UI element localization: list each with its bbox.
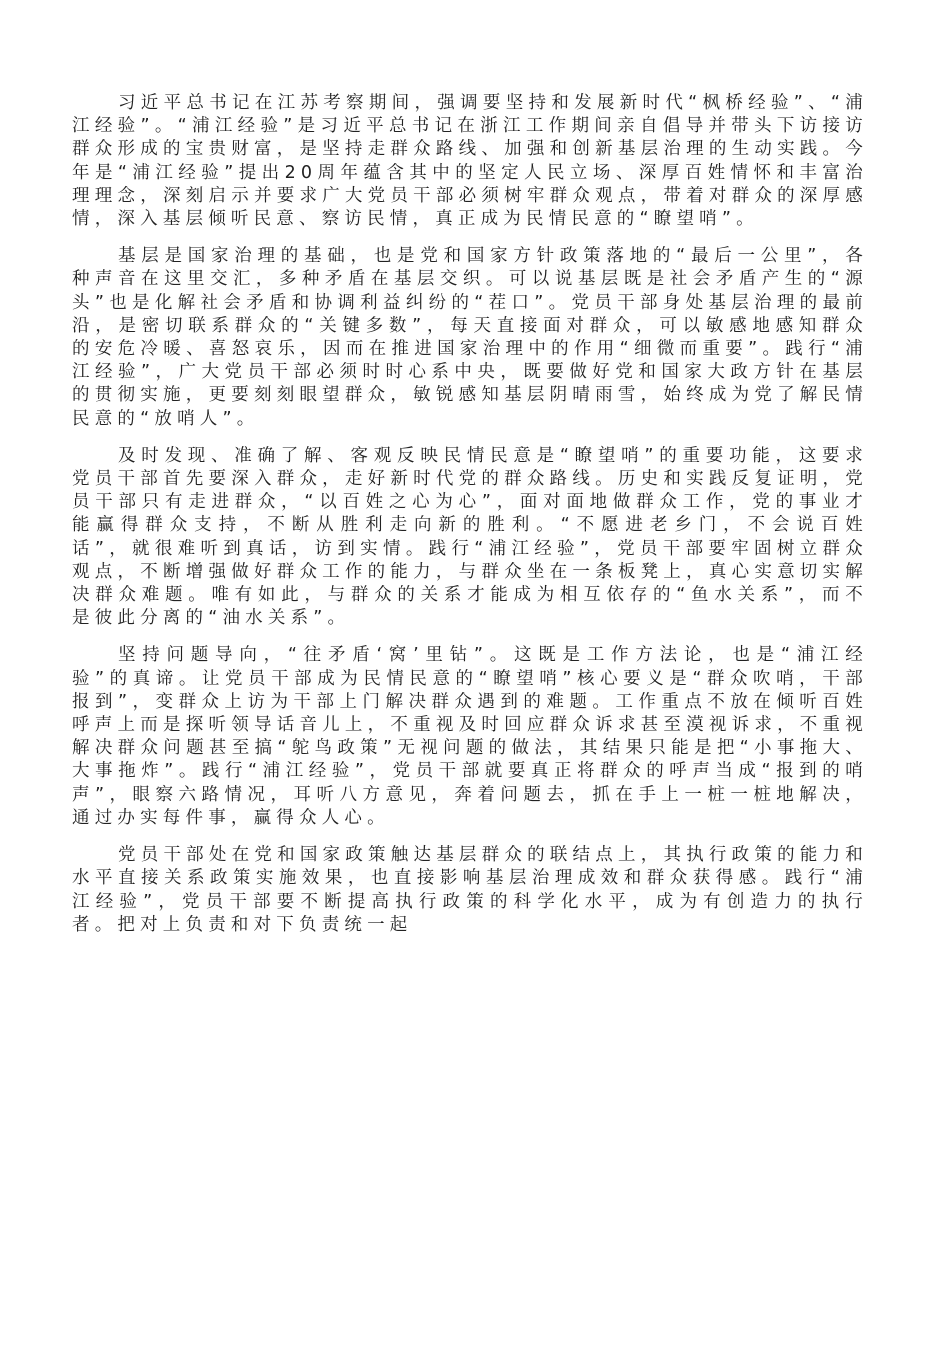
- paragraph: 坚持问题导向，“往矛盾‘窝’里钻”。这既是工作方法论，也是“浦江经验”的真谛。让党员干部成为民情民意的“瞭望哨”核心要义是“群众吹哨，干部报到”，变群众上访为干部上门解决群众遇到的难题。工作重点不放在倾听百姓呼声上而是探听领导话音儿上，不重视及时回应群众诉求甚至漠视诉求，不重视解决群众问题甚至搞“鸵鸟政策”无视问题的做法，其结果只能是把“小事拖大、大事拖炸”。践行“浦江经验”，党员干部就要真正将群众的呼声当成“报到的哨声”，眼察六路情况，耳听八方意见，奔着问题去，抓在手上一桩一桩地解决，通过办实每件事，赢得众人心。: [72, 645, 868, 828]
- paragraph: 党员干部处在党和国家政策触达基层群众的联结点上，其执行政策的能力和水平直接关系政策实施效果，也直接影响基层治理成效和群众获得感。践行“浦江经验”，党员干部要不断提高执行政策的科学化水平，成为有创造力的执行者。把对上负责和对下负责统一起: [72, 845, 868, 935]
- paragraph: 及时发现、准确了解、客观反映民情民意是“瞭望哨”的重要功能，这要求党员干部首先要深入群众，走好新时代党的群众路线。历史和实践反复证明，党员干部只有走进群众，“以百姓之心为心”，面对面地做群众工作，党的事业才能赢得群众支持，不断从胜利走向新的胜利。“不愿进老乡门，不会说百姓话”，就很难听到真话，访到实情。践行“浦江经验”，党员干部要牢固树立群众观点，不断增强做好群众工作的能力，与群众坐在一条板凳上，真心实意切实解决群众难题。唯有如此，与群众的关系才能成为相互依存的“鱼水关系”，而不是彼此分离的“油水关系”。: [72, 445, 868, 629]
- document-body: [72, 92, 868, 951]
- paragraph: 基层是国家治理的基础，也是党和国家方针政策落地的“最后一公里”，各种声音在这里交汇，多种矛盾在基层交织。可以说基层既是社会矛盾产生的“源头”也是化解社会矛盾和协调利益纠纷的“茬口”。党员干部身处基层治理的最前沿，是密切联系群众的“关键多数”，每天直接面对群众，可以敏感地感知群众的安危冷暖、喜怒哀乐，因而在推进国家治理中的作用“细微而重要”。践行“浦江经验”，广大党员干部必须时时心系中央，既要做好党和国家大政方针在基层的贯彻实施，更要刻刻眼望群众，敏锐感知基层阴晴雨雪，始终成为党了解民情民意的“放哨人”。: [72, 246, 868, 429]
- paragraph: 习近平总书记在江苏考察期间，强调要坚持和发展新时代“枫桥经验”、“浦江经验”。“浦江经验”是习近平总书记在浙江工作期间亲自倡导并带头下访接访群众形成的宝贵财富，是坚持走群众路线、加强和创新基层治理的生动实践。今年是“浦江经验”提出20周年蕴含其中的坚定人民立场、深厚百姓情怀和丰富治理理念，深刻启示并要求广大党员干部必须树牢群众观点，带着对群众的深厚感情，深入基层倾听民意、察访民情，真正成为民情民意的“瞭望哨”。: [72, 93, 868, 230]
